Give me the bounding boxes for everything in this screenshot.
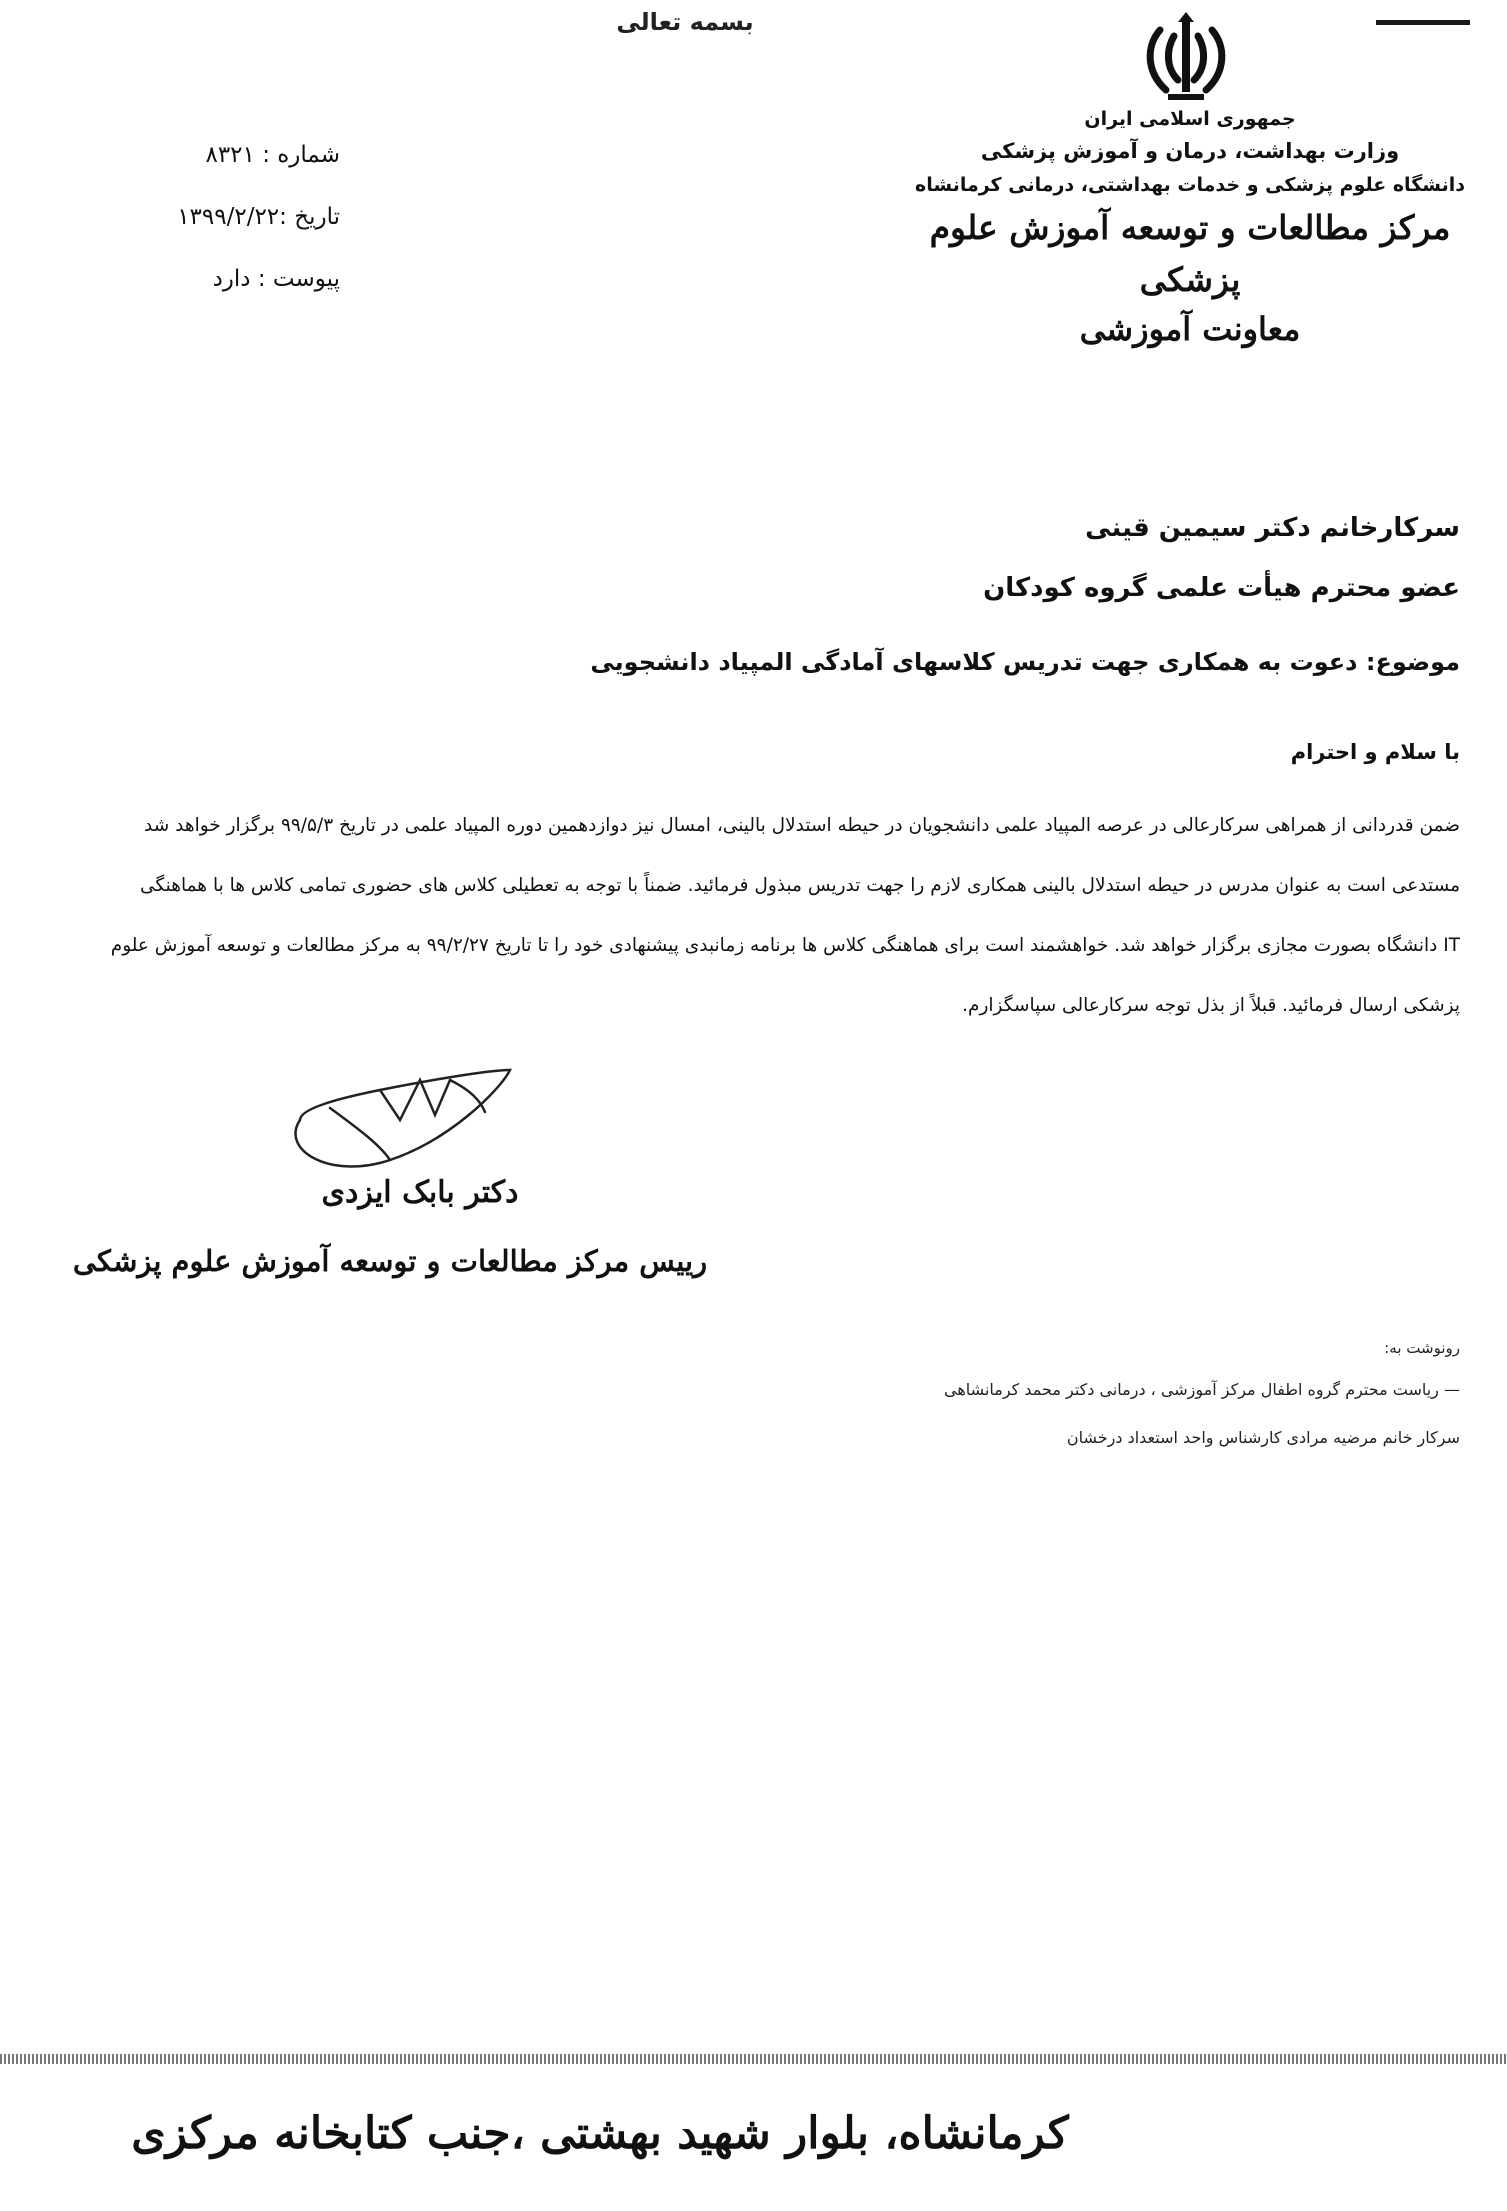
footer-rule — [0, 2054, 1507, 2064]
body-line: پزشکی ارسال فرمائید. قبلاً از بذل توجه سرکارعالی سپاسگزارم. — [962, 995, 1460, 1016]
deputy-name: معاونت آموزشی — [1079, 310, 1301, 348]
cc-heading: رونوشت به: — [1384, 1339, 1460, 1357]
addressee-title: عضو محترم هیأت علمی گروه کودکان — [983, 573, 1460, 603]
addressee-name: سرکارخانم دکتر سیمین قینی — [1085, 513, 1460, 543]
university-name: دانشگاه علوم پزشکی و خدمات بهداشتی، درمانی کرمانشاه — [915, 174, 1465, 196]
iran-emblem-icon — [1138, 10, 1234, 106]
cc-item: سرکار خانم مرضیه مرادی کارشناس واحد استعداد درخشان — [1066, 1428, 1460, 1447]
body-line: IT دانشگاه بصورت مجازی برگزار خواهد شد. خواهشمند است برای هماهنگی کلاس ها برنامه زمانبدی پیشنهادی خود را تا تاریخ ۹۹/۲/۲۷ به مرکز مطالعات و توسعه آموزش علوم — [110, 935, 1460, 956]
footer-address: کرمانشاه، بلوار شهید بهشتی ،جنب کتابخانه مرکزی — [131, 2108, 1069, 2159]
body-line: مستدعی است به عنوان مدرس در حیطه استدلال بالینی همکاری لازم را جهت تدریس مبذول فرمائید. ضمناً با توجه به تعطیلی کلاس های حضوری تمامی کلاس ها با هماهنگی — [140, 875, 1460, 896]
invocation-text: بسمه تعالی — [616, 8, 754, 36]
republic-name: جمهوری اسلامی ایران — [1084, 108, 1296, 130]
signer-name: دکتر بابک ایزدی — [321, 1175, 519, 1210]
greeting: با سلام و احترام — [1290, 740, 1460, 764]
center-name: مرکز مطالعات و توسعه آموزش علوم پزشکی — [929, 208, 1451, 299]
ministry-name: وزارت بهداشت، درمان و آموزش پزشکی — [980, 139, 1400, 163]
top-rule — [1376, 20, 1470, 25]
signer-title: رییس مرکز مطالعات و توسعه آموزش علوم پزشکی — [72, 1244, 708, 1278]
letter-body — [0, 796, 1460, 1036]
letter-meta — [80, 124, 340, 310]
signer-block — [60, 1165, 720, 1301]
body-line: ضمن قدردانی از همراهی سرکارعالی در عرصه المپیاد علمی دانشجویان در حیطه استدلال بالینی، امسال نیز دوازدهمین دوره المپیاد علمی در تاریخ ۹۹/۵/۳ برگزار خواهد شد — [144, 815, 1460, 836]
letterhead — [880, 104, 1500, 352]
addressee-block — [700, 498, 1460, 618]
letter-date: تاریخ :۱۳۹۹/۲/۲۲ — [177, 204, 340, 230]
letter-attachment: پیوست : دارد — [212, 266, 340, 292]
subject-line: موضوع: دعوت به همکاری جهت تدریس کلاسهای آمادگی المپیاد دانشجویی — [590, 648, 1460, 676]
cc-item: — ریاست محترم گروه اطفال مرکز آموزشی ، درمانی دکتر محمد کرمانشاهی — [944, 1380, 1460, 1399]
cc-block — [780, 1330, 1460, 1462]
letter-number: شماره : ۸۳۲۱ — [205, 142, 340, 168]
